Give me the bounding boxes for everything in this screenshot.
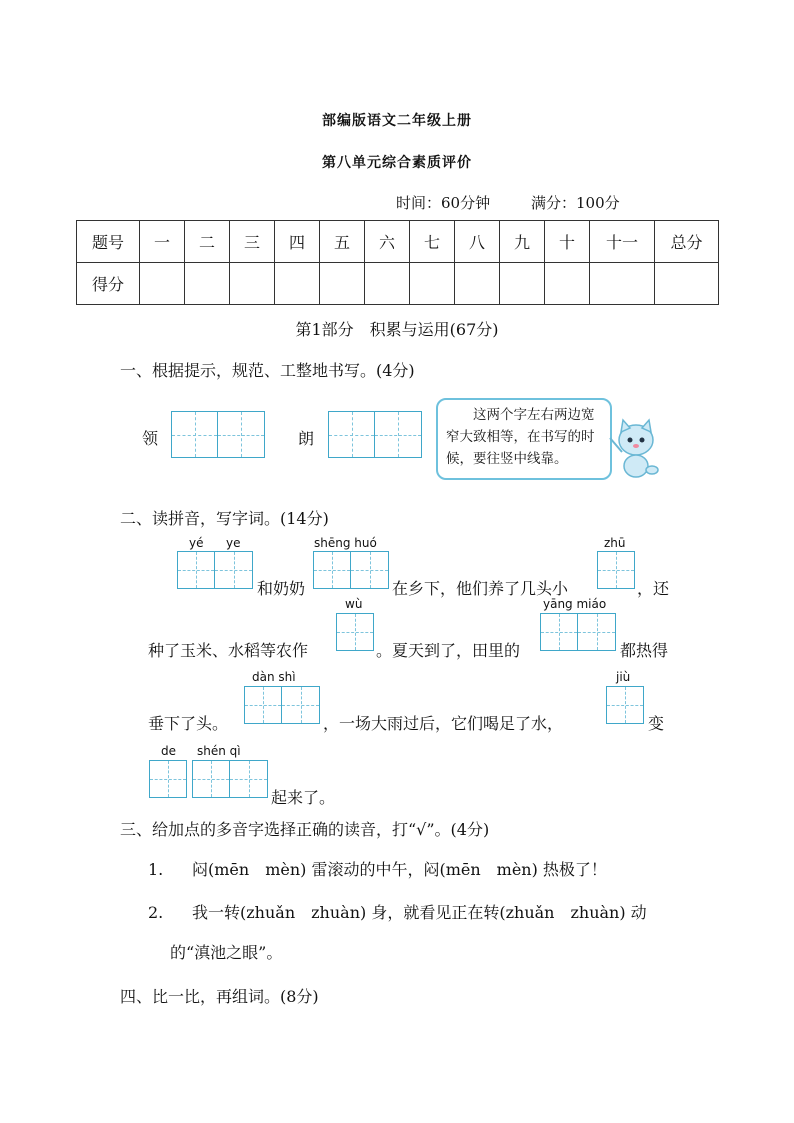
cat-teacher-mascot-icon [608,418,660,480]
question-number-cell: 九 [500,221,545,263]
score-info: 满分：100分 [531,194,620,212]
pinyin-shenqi: shén qì [197,744,241,758]
header-label: 题号 [77,221,140,263]
score-cell[interactable] [275,263,320,305]
score-cell[interactable] [655,263,719,305]
item-2-text[interactable]: 我一转(zhuǎn zhuàn) 身，就看见正在转(zhuǎn zhuàn) 动 [192,903,647,922]
answer-grid-wu[interactable] [336,613,374,651]
score-cell[interactable] [590,263,655,305]
pinyin-de: de [161,744,176,758]
question-number-cell: 七 [410,221,455,263]
question-2-title: 二、读拼音，写字词。(14分) [120,509,329,528]
sentence-text: 。夏天到了，田里的 [376,641,521,660]
writing-grid-ling[interactable] [171,411,265,458]
pinyin-danshi: dàn shì [252,670,296,684]
answer-grid-jiu[interactable] [606,686,644,724]
sentence-text: ，一场大雨过后，它们喝足了水， [323,714,564,733]
question-3-title: 三、给加点的多音字选择正确的读音，打“√”。(4分) [120,820,490,839]
sentence-text: 都热得 [620,641,669,660]
score-cell[interactable] [455,263,500,305]
item-1-text[interactable]: 闷(mēn mèn) 雷滚动的中午，闷(mēn mèn) 热极了！ [192,860,607,879]
sentence-text: ，还 [637,579,670,598]
book-title: 部编版语文二年级上册 [322,113,472,129]
pinyin-ye: yé [189,536,204,550]
sentence-text: 起来了。 [271,788,336,807]
question-number-cell: 四 [275,221,320,263]
question-4-title: 四、比一比，再组词。(8分) [120,987,319,1006]
pinyin-yangmiao: yāng miáo [543,597,607,611]
question-number-cell: 五 [320,221,365,263]
score-cell[interactable] [545,263,590,305]
answer-grid-shenghuo[interactable] [313,551,389,589]
score-label: 得分 [77,263,140,305]
answer-grid-danshi[interactable] [244,686,320,724]
pinyin-zhu: zhū [604,536,626,550]
writing-tip-bubble: 这两个字左右两边宽窄大致相等，在书写的时候，要往竖中线靠。 [436,398,612,480]
sentence-text: 变 [648,714,665,733]
score-cell[interactable] [320,263,365,305]
sentence-text: 垂下了头。 [148,714,229,733]
question-number-cell: 二 [185,221,230,263]
sentence-text: 和奶奶 [257,579,306,598]
score-cell[interactable] [365,263,410,305]
question-number-cell: 六 [365,221,410,263]
item-number: 2. [148,903,164,922]
question-1-title: 一、根据提示，规范、工整地书写。(4分) [120,361,415,380]
writing-grid-lang[interactable] [328,411,422,458]
sentence-text: 种了玉米、水稻等农作 [148,641,309,660]
table-row [77,263,719,305]
score-cell[interactable] [500,263,545,305]
score-table [76,220,719,305]
score-cell[interactable] [185,263,230,305]
char-lang: 朗 [298,429,315,448]
question-number-cell: 十 [545,221,590,263]
item-number: 1. [148,860,164,879]
char-ling: 领 [142,429,159,448]
question-number-cell: 三 [230,221,275,263]
pinyin-shenghuo: shēng huó [314,536,377,550]
pinyin-jiu: jiù [616,670,631,684]
answer-grid-de[interactable] [149,760,187,798]
time-info: 时间：60分钟 [396,194,491,212]
answer-grid-yangmiao[interactable] [540,613,616,651]
unit-title: 第八单元综合素质评价 [322,155,472,171]
score-cell[interactable] [140,263,185,305]
answer-grid-yeye[interactable] [177,551,253,589]
answer-grid-shenqi[interactable] [192,760,268,798]
item-2-continuation: 的“滇池之眼”。 [170,943,283,962]
pinyin-ye2: ye [226,536,241,550]
table-row [77,221,719,263]
part1-title: 第1部分 积累与运用(67分) [295,320,499,339]
score-cell[interactable] [230,263,275,305]
question-number-cell: 总分 [655,221,719,263]
answer-grid-zhu[interactable] [597,551,635,589]
sentence-text: 在乡下，他们养了几头小 [392,579,569,598]
pinyin-wu: wù [345,597,363,611]
question-number-cell: 八 [455,221,500,263]
score-cell[interactable] [410,263,455,305]
question-number-cell: 十一 [590,221,655,263]
question-number-cell: 一 [140,221,185,263]
